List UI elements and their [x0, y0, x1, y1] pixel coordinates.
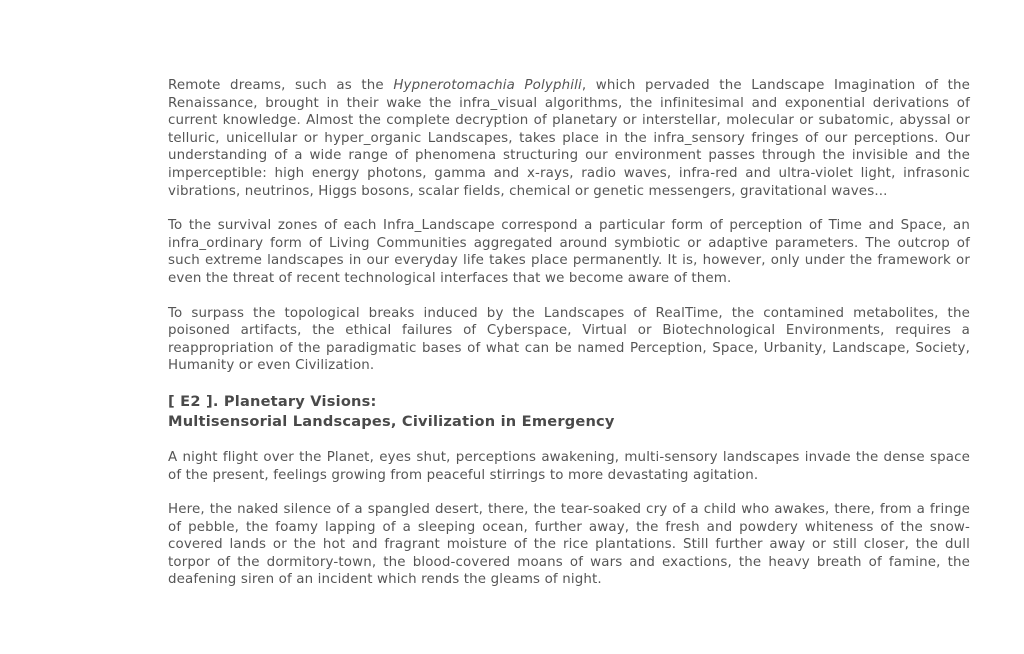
paragraph-hypnerotomachia — [168, 77, 970, 200]
section-heading — [168, 392, 970, 432]
paragraph-text: Remote dreams, such as the — [168, 78, 394, 93]
book-title: Hypnerotomachia Polyphili — [393, 78, 582, 93]
paragraph-infra-landscape: To the survival zones of each Infra_Landscape correspond a particular form of perception of Time and Space, an infra_ordinary form of Living Communities aggregated around symbiotic or adaptive parameters. The outcrop of such extreme landscapes in our everyday life takes place permanently. It is, however, only under the framework or even the threat of recent technological interfaces that we become aware of them. — [168, 218, 970, 286]
paragraph-text: , which pervaded the Landscape Imagination of the Renaissance, brought in their wake the infra_visual algorithms, the infinitesimal and exponential derivations of current knowledge. Almost the complete decryption of planetary or interstellar, molecular or subatomic, abyssal or telluric, unicellular or hyper_organic Landscapes, takes place in the infra_sensory fringes of our perceptions. Our understanding of a wide range of phenomena structuring our environment passes through the invisible and the imperceptible: high energy photons, gamma and x-rays, radio waves, infra-red and ultra-violet light, infrasonic vibrations, neutrinos, Higgs bosons, scalar fields, chemical or genetic messengers, gravitational waves... — [168, 78, 971, 199]
paragraph-night-flight: A night flight over the Planet, eyes shut, perceptions awakening, multi-sensory landscapes invade the dense space of the present, feelings growing from peaceful stirrings to more devastating agitation. — [168, 449, 970, 483]
section-heading-line-2: Multisensorial Landscapes, Civilization in Emergency — [168, 412, 615, 430]
paragraph-realtime: To surpass the topological breaks induced by the Landscapes of RealTime, the contamined metabolites, the poisoned artifacts, the ethical failures of Cyberspace, Virtual or Biotechnological Environments, requires a reappropriation of the paradigmatic bases of what can be named Perception, Space, Urbanity, Landscape, Society, Humanity or even Civilization. — [168, 305, 970, 374]
section-heading-line-1: [ E2 ]. Planetary Visions: — [168, 392, 377, 410]
paragraph-here-there: Here, the naked silence of a spangled desert, there, the tear-soaked cry of a child who awakes, there, from a fringe of pebble, the foamy lapping of a sleeping ocean, further away, the fresh and powdery whiteness of the snow-covered lands or the hot and fragrant moisture of the rice plantations. Still further away or still closer, the dull torpor of the dormitory-town, the blood-covered moans of wars and exactions, the heavy breath of famine, the deafening siren of an incident which rends the gleams of night. — [168, 502, 970, 588]
document-body — [168, 77, 970, 606]
